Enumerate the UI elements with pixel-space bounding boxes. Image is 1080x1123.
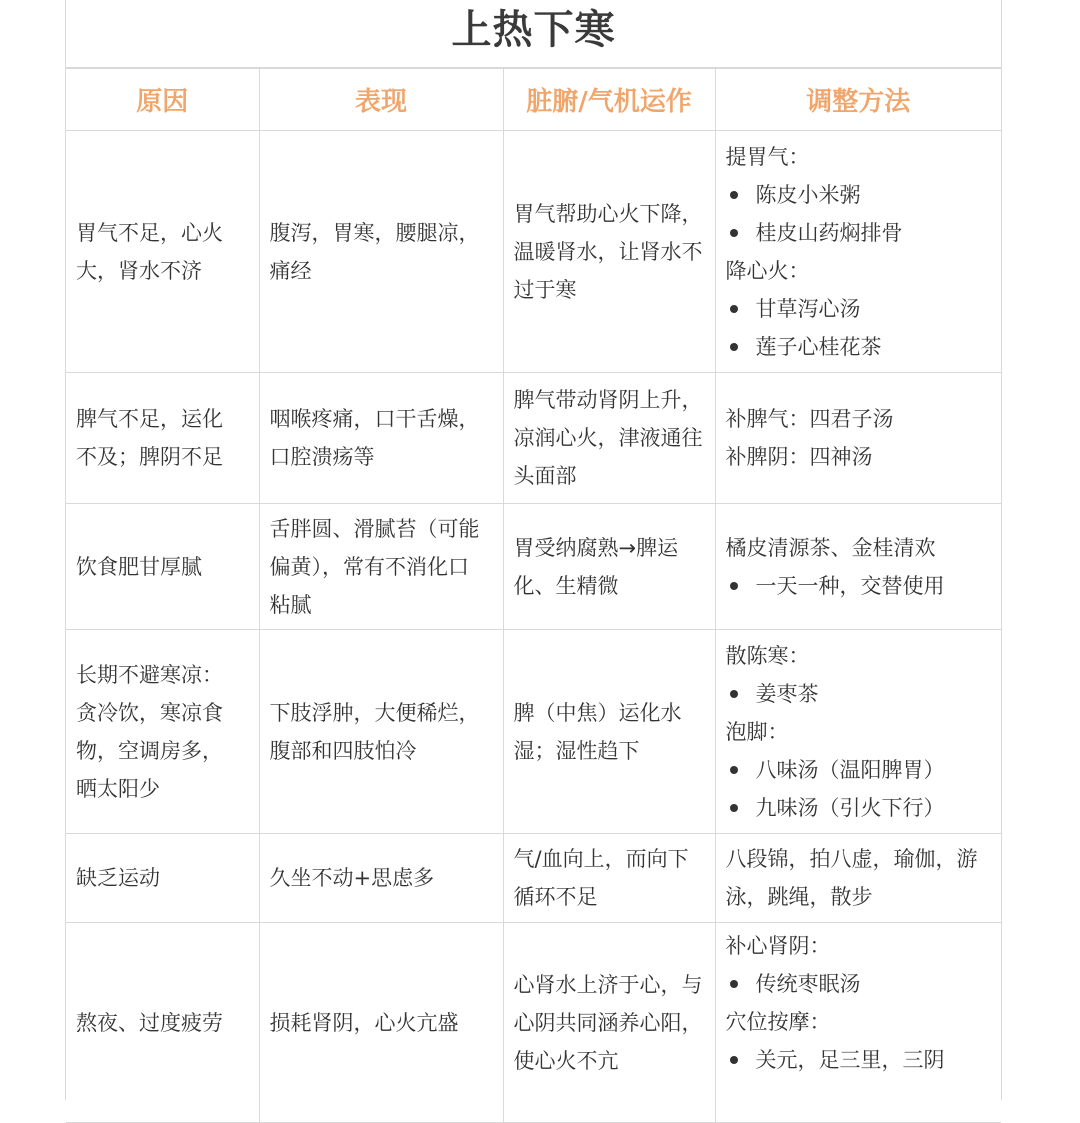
method-cell bbox=[715, 131, 1001, 373]
method-line: 补脾阴：四神汤 bbox=[725, 445, 873, 469]
method-subheading: 补心肾阴： bbox=[725, 934, 831, 958]
method-subheading: 穴位按摩： bbox=[725, 1010, 831, 1034]
table-row bbox=[66, 131, 1001, 373]
bullet-dot-icon bbox=[730, 343, 738, 351]
method-cell bbox=[715, 373, 1001, 504]
symptom-cell: 腹泻，胃寒，腰腿凉，痛经 bbox=[259, 131, 503, 373]
mechanism-cell: 脾（中焦）运化水湿；湿性趋下 bbox=[503, 630, 715, 834]
cause-cell: 胃气不足，心火大，肾水不济 bbox=[66, 131, 259, 373]
method-bullet-text: 八味汤（温阳脾胃） bbox=[755, 757, 945, 782]
header-method: 调整方法 bbox=[715, 69, 1001, 131]
method-subheading: 散陈寒： bbox=[725, 643, 810, 668]
symptom-cell: 舌胖圆、滑腻苔（可能偏黄），常有不消化口粘腻 bbox=[259, 504, 503, 630]
bullet-dot-icon bbox=[730, 1056, 738, 1064]
bullet-dot-icon bbox=[730, 305, 738, 313]
mechanism-cell: 心肾水上济于心，与心阴共同涵养心阳，使心火不亢 bbox=[503, 923, 715, 1123]
mechanism-cell: 胃受纳腐熟→脾运化、生精微 bbox=[503, 504, 715, 630]
method-bullet-text: 传统枣眠汤 bbox=[755, 972, 861, 996]
header-cause: 原因 bbox=[66, 69, 259, 131]
method-line: 补脾气：四君子汤 bbox=[725, 407, 894, 431]
method-bullet-item bbox=[726, 965, 992, 1003]
symptom-cell: 咽喉疼痛，口干舌燥，口腔溃疡等 bbox=[259, 373, 503, 504]
method-subheading: 泡脚： bbox=[725, 719, 789, 744]
method-cell bbox=[715, 630, 1001, 834]
method-bullet-text: 一天一种，交替使用 bbox=[755, 573, 945, 598]
bullet-dot-icon bbox=[730, 229, 738, 237]
method-bullet-item bbox=[726, 1041, 992, 1079]
cause-cell: 长期不避寒凉：贪冷饮，寒凉食物，空调房多，晒太阳少 bbox=[66, 630, 259, 834]
header-mechanism: 脏腑/气机运作 bbox=[503, 69, 715, 131]
table-row bbox=[66, 630, 1001, 834]
method-subheading: 降心火： bbox=[725, 258, 810, 283]
method-line: 橘皮清源茶、金桂清欢 bbox=[725, 535, 936, 560]
table-row bbox=[66, 923, 1001, 1123]
mechanism-cell: 脾气带动肾阴上升，凉润心火，津液通往头面部 bbox=[503, 373, 715, 504]
table-row bbox=[66, 834, 1001, 923]
method-bullet-item bbox=[726, 751, 992, 789]
bullet-dot-icon bbox=[730, 191, 738, 199]
method-bullet-item bbox=[726, 328, 992, 366]
method-bullet-item bbox=[726, 567, 992, 605]
method-bullet-text: 甘草泻心汤 bbox=[755, 296, 861, 321]
symptom-cell: 久坐不动+思虑多 bbox=[259, 834, 503, 923]
method-subheading: 提胃气： bbox=[725, 144, 810, 169]
method-bullet-text: 莲子心桂花茶 bbox=[755, 334, 882, 359]
bullet-dot-icon bbox=[730, 804, 738, 812]
cause-cell: 饮食肥甘厚腻 bbox=[66, 504, 259, 630]
bullet-dot-icon bbox=[730, 766, 738, 774]
document-sheet bbox=[65, 0, 1002, 1100]
method-bullet-item bbox=[726, 290, 992, 328]
method-bullet-item bbox=[726, 214, 992, 252]
symptom-cell: 下肢浮肿，大便稀烂，腹部和四肢怕冷 bbox=[259, 630, 503, 834]
method-bullet-text: 桂皮山药焖排骨 bbox=[755, 220, 903, 245]
method-bullet-text: 陈皮小米粥 bbox=[755, 182, 861, 207]
method-bullet-item bbox=[726, 789, 992, 827]
page-title: 上热下寒 bbox=[66, 0, 1001, 68]
bullet-dot-icon bbox=[730, 690, 738, 698]
method-bullet-text: 关元，足三里，三阴 bbox=[755, 1048, 945, 1072]
cause-cell: 缺乏运动 bbox=[66, 834, 259, 923]
method-cell bbox=[715, 504, 1001, 630]
remedy-table bbox=[66, 68, 1001, 1123]
bullet-dot-icon bbox=[730, 582, 738, 590]
header-symptom: 表现 bbox=[259, 69, 503, 131]
method-bullet-text: 姜枣茶 bbox=[755, 681, 819, 706]
method-cell: 八段锦，拍八虚，瑜伽，游泳，跳绳，散步 bbox=[715, 834, 1001, 923]
table-row bbox=[66, 373, 1001, 504]
cause-cell: 熬夜、过度疲劳 bbox=[66, 923, 259, 1123]
mechanism-cell: 气/血向上，而向下循环不足 bbox=[503, 834, 715, 923]
bullet-dot-icon bbox=[730, 980, 738, 988]
method-bullet-text: 九味汤（引火下行） bbox=[755, 795, 945, 820]
cause-cell: 脾气不足，运化不及；脾阴不足 bbox=[66, 373, 259, 504]
mechanism-cell: 胃气帮助心火下降，温暖肾水，让肾水不过于寒 bbox=[503, 131, 715, 373]
symptom-cell: 损耗肾阴，心火亢盛 bbox=[259, 923, 503, 1123]
method-bullet-item bbox=[726, 176, 992, 214]
method-cell bbox=[715, 923, 1001, 1123]
table-row bbox=[66, 504, 1001, 630]
table-header-row bbox=[66, 69, 1001, 131]
method-bullet-item bbox=[726, 675, 992, 713]
